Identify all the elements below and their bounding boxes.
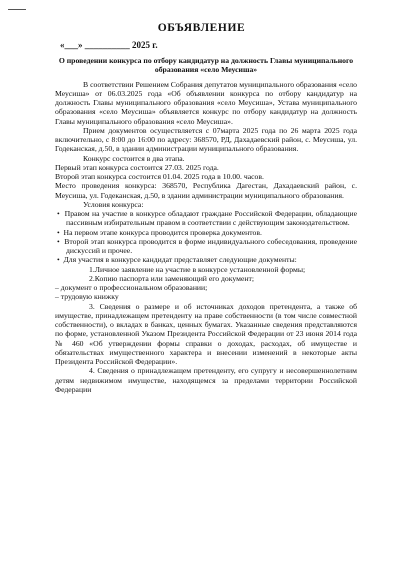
paragraph-conditions: Условия конкурса:	[83, 199, 144, 209]
paragraph-reception: Прием документов осуществляется с 07марта 2025 года по 26 марта 2025 года включительно, с 8:00 до 16:00 по адресу: 368570, РД, Дахадаевский район, с. Меусиша, ул. Годеканская, д.50, в здании администрации муниципального образования.	[55, 125, 357, 154]
bullet-icon: •	[57, 255, 60, 265]
list-item-text: Второй этап конкурса проводится в форме индивидуального собеседования, проведение дискуссий и прочее.	[64, 236, 357, 255]
date-line: «___» __________ 2025 г.	[60, 40, 158, 50]
bullet-icon: •	[57, 236, 60, 246]
paragraph-venue: Место проведения конкурса: 368570, Республика Дагестан, Дахадаевский район, с. Меусиша, ул. Годеканская, д.50, в здании администрации муниципального образования.	[55, 181, 357, 200]
document-title: ОБЪЯВЛЕНИЕ	[157, 22, 246, 34]
list-item	[55, 255, 357, 264]
list-item-text: Правом на участие в конкурсе обладают граждане Российской Федерации, обладающие пассивным избирательным правом в соответствии с действующим законодательством.	[64, 209, 358, 228]
list-item-text: На первом этапе конкурса проводится проверка документов.	[63, 227, 262, 237]
list-item	[55, 228, 357, 237]
paragraph-stages: Конкурс состоится в два этапа.	[83, 153, 185, 163]
paragraph-first-stage: Первый этап конкурса состоится 27.03. 2025 года.	[55, 162, 219, 172]
dash-item: – документ о профессиональном образовании;	[55, 283, 208, 292]
list-item	[55, 209, 357, 228]
list-item	[55, 237, 357, 256]
numbered-item: 1.Личное заявление на участие в конкурсе установленной формы;	[89, 264, 306, 274]
bullet-icon: •	[57, 227, 60, 237]
numbered-item: 4. Сведения о принадлежащем претенденту, его супругу и несовершеннолетним детям недвижимом имуществе, находящемся за пределами территории Российской Федерации	[55, 366, 357, 394]
numbered-item: 3. Сведения о размере и об источниках доходов претендента, а также об имуществе, принадлежащем претенденту на праве собственности (в том числе совместной собственности), о вкладах в банках, ценных бумагах. Указанные сведения представляются по форме, установленной Указом Президента Российской Федерации от 23 июня 2014 года № 460 «Об утверждении формы справки о доходах, расходах, об имуществе и обязательствах имущественного характера и внесении изменений в некоторые акты Президента Российской Федерации».	[55, 301, 357, 366]
subject-heading: О проведении конкурса по отбору кандидатур на должность Главы муниципального образования «село Меусиша»	[58, 56, 354, 75]
dash-item: – трудовую книжку	[55, 292, 119, 302]
corner-line	[8, 9, 26, 10]
document-body	[55, 56, 357, 394]
numbered-item: 2.Копию паспорта или заменяющий его документ;	[89, 273, 254, 283]
list-item-text: Для участия в конкурсе кандидат представляет следующие документы:	[63, 255, 297, 265]
bullet-icon: •	[57, 209, 60, 218]
paragraph-decision: В соответствии Решением Собрания депутатов муниципального образования «село Меусиша» от 06.03.2025 года «Об объявлении конкурса по отбору кандидатур на должность Главы муниципального образования «село Меусиша», Устава муниципального образования «село Меусиша» объявляется конкурс по отбору кандидатур на должность Главы муниципального образования «село Меусиша».	[55, 79, 357, 126]
paragraph-second-stage: Второй этап конкурса состоится 01.04. 2025 года в 10.00. часов.	[55, 172, 264, 181]
